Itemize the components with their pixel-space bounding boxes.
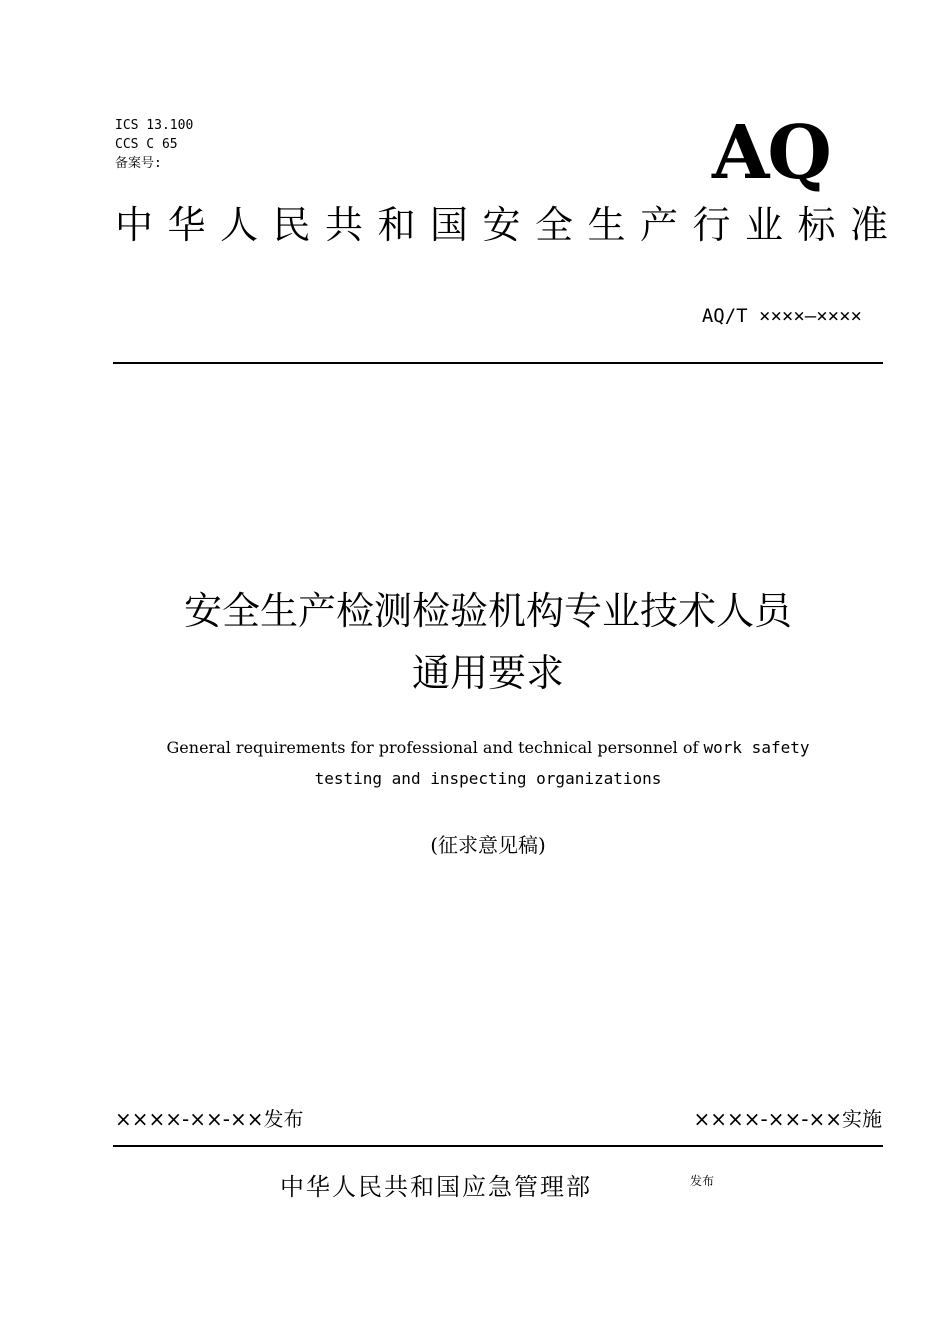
ccs-code: CCS C 65 [115,137,178,152]
top-divider [113,362,883,364]
english-title-part-1: General requirements for professional and technical personnel of [166,738,704,757]
draft-note: (征求意见稿) [430,833,546,857]
issuing-authority: 中华人民共和国应急管理部 [280,1173,592,1201]
issuer-suffix: 发布 [690,1174,715,1188]
english-title-part-2: work safety [703,738,810,757]
english-title-line-1 [0,736,950,760]
publish-date: ××××-××-××发布 [115,1107,304,1131]
ics-code: ICS 13.100 [115,118,194,133]
standard-category-title: 中华人民共和国安全生产行业标准 [115,203,903,247]
record-number: 备案号: [115,156,162,171]
aq-logo: AQ [712,110,830,196]
header-meta [115,116,193,173]
document-title-line-1: 安全生产检测检验机构专业技术人员 [183,589,792,633]
standard-number: AQ/T ××××—×××× [701,305,862,327]
document-title-line-2: 通用要求 [411,651,564,695]
english-title-line-2: testing and inspecting organizations [314,769,662,788]
bottom-divider [113,1145,883,1147]
effective-date: ××××-××-××实施 [693,1107,882,1131]
